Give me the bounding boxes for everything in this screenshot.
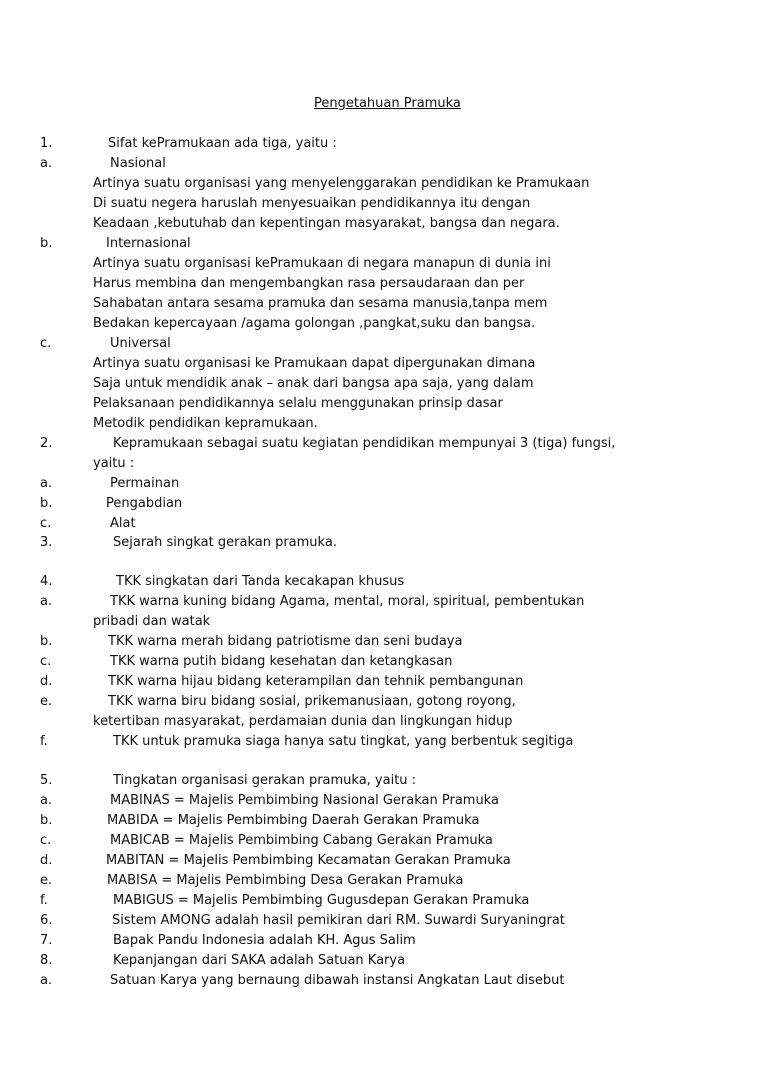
list-marker: b. [40,236,53,251]
list-marker: f. [40,893,48,908]
text-line: TKK warna putih bidang kesehatan dan ketangkasan [110,654,453,669]
list-marker: d. [40,674,53,689]
text-line: MABINAS = Majelis Pembimbing Nasional Gerakan Pramuka [110,793,499,808]
list-marker: 1. [40,136,53,151]
text-line: Kepramukaan sebagai suatu kegiatan pendidikan mempunyai 3 (tiga) fungsi, [113,436,616,451]
list-marker: 4. [40,574,53,589]
text-line: Kepanjangan dari SAKA adalah Satuan Karya [113,953,406,968]
text-line: MABICAB = Majelis Pembimbing Cabang Gerakan Pramuka [110,833,493,848]
list-marker: 2. [40,436,53,451]
page-title: Pengetahuan Pramuka [314,96,461,111]
list-marker: c. [40,833,52,848]
text-line: MABIDA = Majelis Pembimbing Daerah Gerakan Pramuka [107,813,480,828]
text-line: Tingkatan organisasi gerakan pramuka, yaitu : [113,773,417,788]
list-marker: c. [40,516,52,531]
list-marker: e. [40,873,53,888]
text-line: Satuan Karya yang bernaung dibawah instansi Angkatan Laut disebut [110,973,565,988]
text-line: Pengabdian [106,496,183,511]
text-line: yaitu : [93,456,135,471]
text-line: Nasional [110,156,166,171]
text-line: Metodik pendidikan kepramukaan. [93,416,318,431]
text-line: Alat [110,516,136,531]
text-line: Bedakan kepercayaan /agama golongan ,pangkat,suku dan bangsa. [93,316,536,331]
list-marker: 7. [40,933,53,948]
text-line: TKK singkatan dari Tanda kecakapan khusus [116,574,405,589]
text-line: Universal [110,336,171,351]
text-line: MABIGUS = Majelis Pembimbing Gugusdepan Gerakan Pramuka [113,893,530,908]
list-marker: c. [40,654,52,669]
text-line: Bapak Pandu Indonesia adalah KH. Agus Salim [113,933,416,948]
list-marker: a. [40,156,53,171]
list-marker: b. [40,634,53,649]
list-marker: d. [40,853,53,868]
text-line: Saja untuk mendidik anak – anak dari bangsa apa saja, yang dalam [93,376,534,391]
text-line: ketertiban masyarakat, perdamaian dunia dan lingkungan hidup [93,714,513,729]
text-line: Permainan [110,476,180,491]
text-line: Sejarah singkat gerakan pramuka. [113,535,337,550]
text-line: pribadi dan watak [93,614,211,629]
list-marker: 3. [40,535,53,550]
text-line: Harus membina dan mengembangkan rasa persaudaraan dan per [93,276,525,291]
text-line: TKK untuk pramuka siaga hanya satu tingkat, yang berbentuk segitiga [113,734,574,749]
text-line: TKK warna hijau bidang keterampilan dan tehnik pembangunan [108,674,524,689]
text-line: Keadaan ,kebutuhab dan kepentingan masyarakat, bangsa dan negara. [93,216,560,231]
list-marker: 6. [40,913,53,928]
list-marker: f. [40,734,48,749]
list-marker: 8. [40,953,53,968]
text-line: Internasional [106,236,191,251]
text-line: Artinya suatu organisasi yang menyelenggarakan pendidikan ke Pramukaan [93,176,590,191]
text-line: Sahabatan antara sesama pramuka dan sesama manusia,tanpa mem [93,296,548,311]
text-line: TKK warna biru bidang sosial, prikemanusiaan, gotong royong, [108,694,516,709]
text-line: TKK warna kuning bidang Agama, mental, moral, spiritual, pembentukan [110,594,585,609]
list-marker: c. [40,336,52,351]
list-marker: 5. [40,773,53,788]
text-line: Sifat kePramukaan ada tiga, yaitu : [108,136,337,151]
text-line: Sistem AMONG adalah hasil pemikiran dari RM. Suwardi Suryaningrat [112,913,565,928]
list-marker: b. [40,813,53,828]
text-line: MABISA = Majelis Pembimbing Desa Gerakan Pramuka [107,873,464,888]
list-marker: e. [40,694,53,709]
list-marker: a. [40,476,53,491]
text-line: Pelaksanaan pendidikannya selalu menggunakan prinsip dasar [93,396,503,411]
text-line: MABITAN = Majelis Pembimbing Kecamatan Gerakan Pramuka [106,853,511,868]
text-line: Artinya suatu organisasi ke Pramukaan dapat dipergunakan dimana [93,356,536,371]
text-line: Artinya suatu organisasi kePramukaan di negara manapun di dunia ini [93,256,551,271]
list-marker: a. [40,594,53,609]
list-marker: a. [40,793,53,808]
list-marker: a. [40,973,53,988]
text-line: TKK warna merah bidang patriotisme dan seni budaya [108,634,463,649]
text-line: Di suatu negera haruslah menyesuaikan pendidikannya itu dengan [93,196,531,211]
list-marker: b. [40,496,53,511]
